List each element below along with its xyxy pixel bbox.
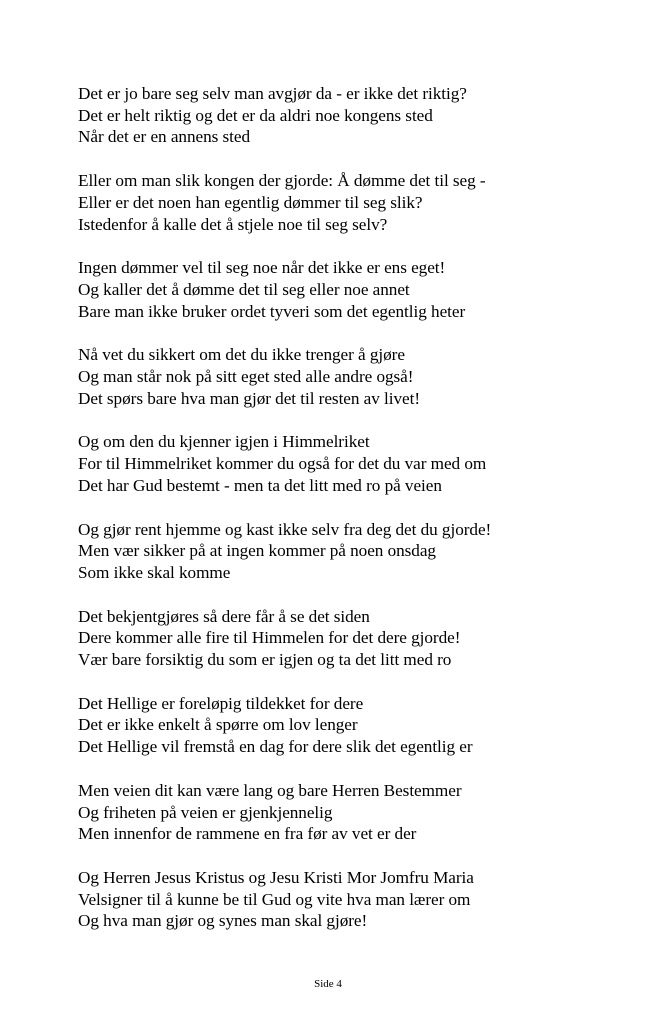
stanza <box>78 780 648 845</box>
poem-line: For til Himmelriket kommer du også for det du var med om <box>78 454 487 474</box>
poem-line: Og hva man gjør og synes man skal gjøre! <box>78 911 368 931</box>
poem-line: Og kaller det å dømme det til seg eller noe annet <box>78 279 410 299</box>
poem-line: Som ikke skal komme <box>78 562 231 582</box>
poem-line: Det er ikke enkelt å spørre om lov lenger <box>78 715 358 735</box>
poem-body <box>78 83 648 954</box>
poem-line: Det har Gud bestemt - men ta det litt med ro på veien <box>78 475 442 495</box>
poem-line: Men veien dit kan være lang og bare Herren Bestemmer <box>78 780 462 800</box>
poem-line: Ingen dømmer vel til seg noe når det ikke er ens eget! <box>78 258 446 278</box>
poem-line: Det bekjentgjøres så dere får å se det siden <box>78 606 370 626</box>
stanza <box>78 257 648 322</box>
stanza <box>78 693 648 758</box>
poem-line: Og friheten på veien er gjenkjennelig <box>78 802 333 822</box>
poem-line: Eller er det noen han egentlig dømmer til seg slik? <box>78 192 423 212</box>
stanza <box>78 519 648 584</box>
poem-line: Velsigner til å kunne be til Gud og vite hva man lærer om <box>78 889 471 909</box>
poem-line: Vær bare forsiktig du som er igjen og ta det litt med ro <box>78 650 452 670</box>
poem-line: Det er helt riktig og det er da aldri noe kongens sted <box>78 105 433 125</box>
poem-line: Men vær sikker på at ingen kommer på noen onsdag <box>78 541 436 561</box>
stanza <box>78 867 648 932</box>
poem-line: Og Herren Jesus Kristus og Jesu Kristi Mor Jomfru Maria <box>78 867 474 887</box>
poem-line: Det Hellige vil fremstå en dag for dere slik det egentlig er <box>78 737 473 757</box>
poem-line: Istedenfor å kalle det å stjele noe til seg selv? <box>78 214 388 234</box>
stanza <box>78 170 648 235</box>
page-number: Side 4 <box>314 978 342 990</box>
poem-line: Når det er en annens sted <box>78 127 250 147</box>
stanza <box>78 344 648 409</box>
poem-line: Dere kommer alle fire til Himmelen for det dere gjorde! <box>78 628 461 648</box>
poem-line: Det Hellige er foreløpig tildekket for dere <box>78 693 364 713</box>
stanza <box>78 606 648 671</box>
stanza <box>78 83 648 148</box>
poem-line: Og om den du kjenner igjen i Himmelriket <box>78 432 370 452</box>
poem-line: Det er jo bare seg selv man avgjør da - er ikke det riktig? <box>78 84 467 103</box>
stanza <box>78 431 648 496</box>
poem-line: Men innenfor de rammene en fra før av vet er der <box>78 824 417 844</box>
poem-line: Det spørs bare hva man gjør det til resten av livet! <box>78 388 420 408</box>
poem-line: Og man står nok på sitt eget sted alle andre også! <box>78 367 414 387</box>
poem-line: Eller om man slik kongen der gjorde: Å dømme det til seg - <box>78 171 486 191</box>
poem-line: Bare man ikke bruker ordet tyveri som det egentlig heter <box>78 301 466 321</box>
poem-line: Og gjør rent hjemme og kast ikke selv fra deg det du gjorde! <box>78 519 492 539</box>
poem-line: Nå vet du sikkert om det du ikke trenger å gjøre <box>78 345 405 365</box>
